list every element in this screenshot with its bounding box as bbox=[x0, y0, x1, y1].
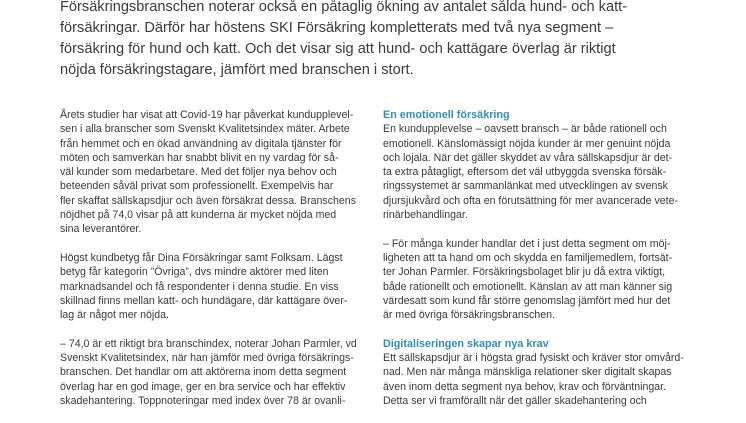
text-line: beteenden såväl privat som professionellt. Exempelvis har bbox=[60, 180, 334, 193]
body-paragraph bbox=[383, 122, 695, 222]
text-line: rinärbehandlingar. bbox=[383, 209, 468, 222]
text-line: även inom detta segment nya behov, krav och förväntningar. bbox=[383, 380, 667, 393]
text-line: från hemmet och en ökad användning av digitala tjänster för bbox=[60, 137, 342, 150]
body-paragraph bbox=[60, 337, 380, 408]
text-line: ligheten att ta hand om och skydda en familjemedlem, fortsät- bbox=[383, 251, 673, 264]
text-line: fler skaffat sällskapsdjur och även försäkrat dessa. Branschens bbox=[60, 194, 356, 207]
text-line: branschen. Det handlar om att aktörerna inom detta segment bbox=[60, 366, 347, 379]
body-paragraph bbox=[383, 351, 695, 408]
left-column bbox=[60, 108, 380, 423]
text-line: – 74,0 är ett riktigt bra branschindex, noterar Johan Parmler, vd bbox=[60, 337, 357, 350]
right-column bbox=[383, 108, 695, 423]
text-line: marknadsandel och få respondenter i denna studie. En viss bbox=[60, 280, 339, 293]
text-line: skillnad finns mellan katt- och hundägare, där kattägare över- bbox=[60, 294, 348, 307]
text-line: väl kunder som medarbetare. Med det följer nya behov och bbox=[60, 166, 337, 179]
body-paragraph bbox=[60, 251, 380, 322]
text-line: ringssystemet är sammanlänkat med utvecklingen av svensk bbox=[383, 180, 668, 193]
body-paragraph bbox=[383, 237, 695, 323]
text-line: Årets studier har visat att Covid-19 har påverkat kundupplevel- bbox=[60, 109, 354, 121]
text-line: lag är något mer nöjda. bbox=[60, 309, 169, 322]
text-line: nad. Men när många mänskliga relationer sker digitalt skapas bbox=[383, 366, 672, 379]
text-line: skadehantering. Toppnoteringar med index över 78 är ovanli- bbox=[60, 394, 346, 407]
text-line: möten och samverkan har snabbt blivit en ny vardag för så- bbox=[60, 151, 339, 164]
text-line: överlag har en god image, ger en bra service och har effektiv bbox=[60, 380, 346, 393]
text-line: Ett sällskapsdjur är i högsta grad fysiskt och kräver stor omvård- bbox=[383, 352, 684, 365]
section-heading: En emotionell försäkring bbox=[383, 109, 510, 121]
body-paragraph bbox=[60, 108, 380, 237]
text-line: och lojala. När det gäller skyddet av våra sällskapsdjur är det- bbox=[383, 151, 673, 164]
lead-line: nöjda försäkringstagare, jämfört med branschen i stort. bbox=[60, 62, 414, 78]
text-line: både rationellt och emotionellt. Känslan av att man känner sig bbox=[383, 280, 673, 293]
lead-line: försäkringar. Därför har höstens SKI Försäkring kompletterats med två nya segment – bbox=[60, 20, 614, 36]
text-line: nöjdhet på 74,0 visar på att kunderna är mycket nöjda med bbox=[60, 209, 337, 222]
lead-line: Försäkringsbranschen noterar också en påtaglig ökning av antalet sålda hund- och katt- bbox=[60, 0, 628, 15]
text-line: ta extra påtagligt, eftersom det väl utbyggda svenska försäk- bbox=[383, 166, 667, 179]
text-line: emotionell. Känslomässigt nöjda kunder är mer genuint nöjda bbox=[383, 137, 671, 150]
text-line: – För många kunder handlar det i just detta segment om möj- bbox=[383, 237, 671, 250]
text-line: betyg får kategorin ”Övriga”, dvs mindre aktörer med liten bbox=[60, 266, 329, 279]
section-heading: Digitaliseringen skapar nya krav bbox=[383, 337, 549, 350]
text-line: Svenskt Kvalitetsindex, när han jämför med övriga försäkrings- bbox=[60, 352, 354, 365]
text-line: sina leverantörer. bbox=[60, 223, 142, 236]
text-line: ter Johan Parmler. Försäkringsbolaget blir ju då extra viktigt, bbox=[383, 266, 666, 279]
text-line: Detta ser vi framförallt när det gäller skadehantering och bbox=[383, 394, 647, 407]
lead-line: försäkring för hund och katt. Och det visar sig att hund- och kattägare överlag är riktigt bbox=[60, 41, 616, 57]
text-line: En kundupplevelse – oavsett bransch – är både rationell och bbox=[383, 123, 667, 136]
lead-paragraph bbox=[60, 0, 740, 81]
text-line: Högst kundbetyg får Dina Försäkringar samt Folksam. Lägst bbox=[60, 251, 343, 264]
text-line: sen i alla branscher som Svenskt Kvalitetsindex mäter. Arbete bbox=[60, 123, 350, 136]
text-line: värdesatt som kund får större genomslag jämfört med hur det bbox=[383, 294, 671, 307]
text-line: är med övriga försäkringsbranschen. bbox=[383, 309, 555, 322]
text-line: djursjukvård och ofta en förutsättning för mer avancerade vete- bbox=[383, 194, 679, 207]
